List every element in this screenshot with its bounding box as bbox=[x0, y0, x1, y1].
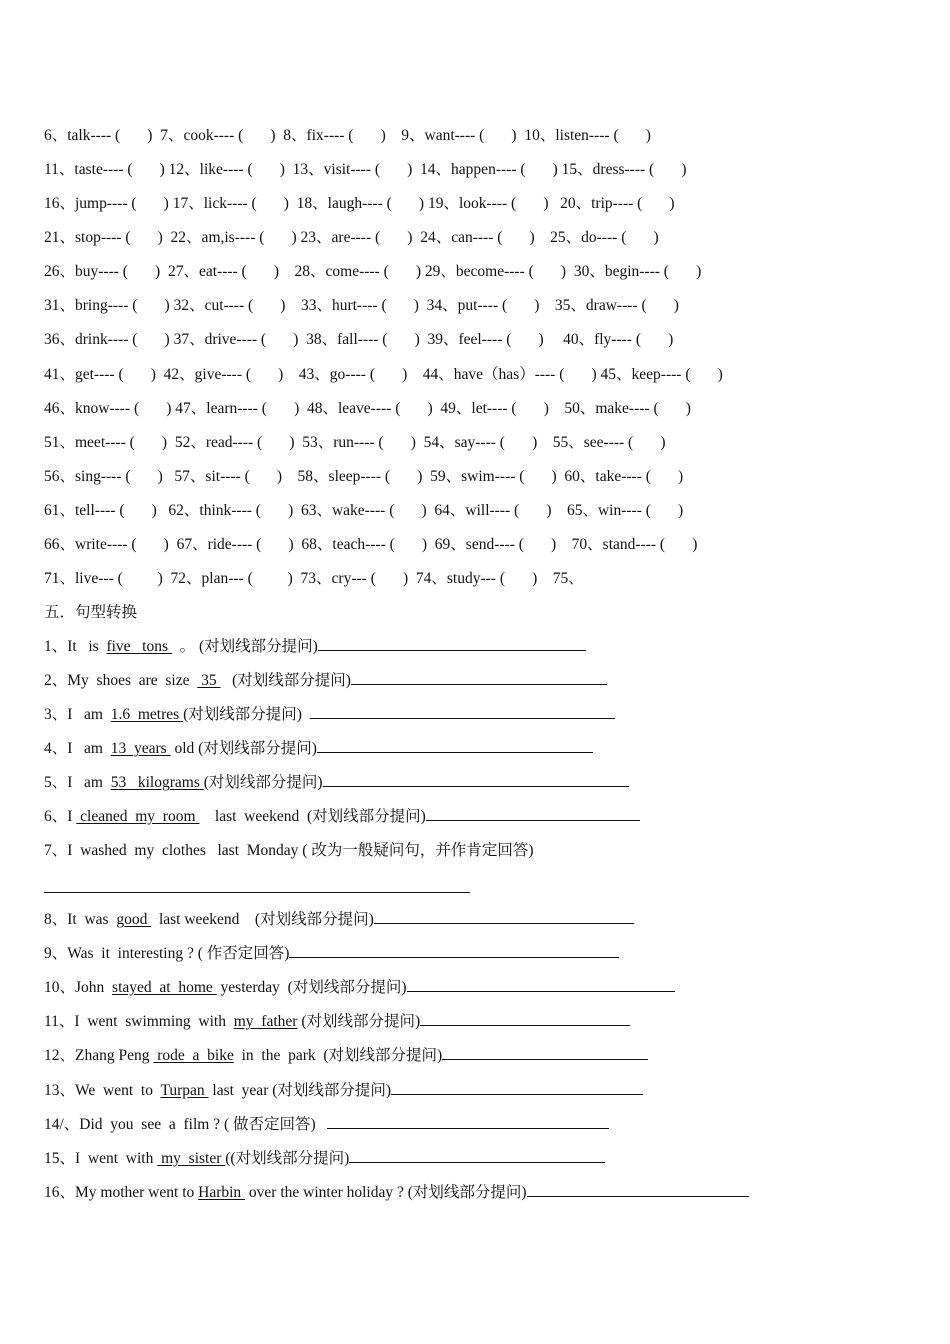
answer-blank-long[interactable] bbox=[44, 892, 470, 893]
verb-line-26-30: 26、buy---- ( ) 27、eat---- ( ) 28、come---- ( ) 29、become---- ( ) 30、begin---- ( ) bbox=[44, 263, 702, 280]
answer-blank[interactable] bbox=[420, 1011, 630, 1026]
verb-line-46-50: 46、know---- ( ) 47、learn---- ( ) 48、leave---- ( ) 49、let---- ( ) 50、make---- ( ) bbox=[44, 400, 691, 417]
sentence-11: 11、I went swimming with my father (对划线部分提问) bbox=[44, 1010, 630, 1034]
answer-blank[interactable] bbox=[318, 636, 586, 651]
answer-blank[interactable] bbox=[289, 943, 619, 958]
verb-line-31-35: 31、bring---- ( ) 32、cut---- ( ) 33、hurt---- ( ) 34、put---- ( ) 35、draw---- ( ) bbox=[44, 297, 679, 314]
answer-blank[interactable] bbox=[374, 909, 634, 924]
verb-line-71-75: 71、live--- ( ) 72、plan--- ( ) 73、cry--- ( ) 74、study--- ( ) 75、 bbox=[44, 570, 584, 587]
verb-line-36-40: 36、drink---- ( ) 37、drive---- ( ) 38、fall---- ( ) 39、feel---- ( ) 40、fly---- ( ) bbox=[44, 331, 674, 348]
answer-blank[interactable] bbox=[407, 977, 675, 992]
verb-line-51-55: 51、meet---- ( ) 52、read---- ( ) 53、run---- ( ) 54、say---- ( ) 55、see---- ( ) bbox=[44, 434, 666, 451]
sentence-8: 8、It was good last weekend (对划线部分提问) bbox=[44, 908, 634, 932]
sentence-16: 16、My mother went to Harbin over the winter holiday ? (对划线部分提问) bbox=[44, 1181, 749, 1205]
verb-line-16-20: 16、jump---- ( ) 17、lick---- ( ) 18、laugh---- ( ) 19、look---- ( ) 20、trip---- ( ) bbox=[44, 195, 675, 212]
answer-blank[interactable] bbox=[391, 1080, 643, 1095]
sentence-1: 1、It is five tons 。 (对划线部分提问) bbox=[44, 635, 586, 659]
verb-line-21-25: 21、stop---- ( ) 22、am,is---- ( ) 23、are---- ( ) 24、can---- ( ) 25、do---- ( ) bbox=[44, 229, 659, 246]
sentence-13: 13、We went to Turpan last year (对划线部分提问) bbox=[44, 1079, 643, 1103]
answer-blank[interactable] bbox=[310, 704, 615, 719]
answer-blank[interactable] bbox=[327, 1114, 609, 1129]
sentence-4: 4、I am 13 years old (对划线部分提问) bbox=[44, 737, 593, 761]
verb-line-41-45: 41、get---- ( ) 42、give---- ( ) 43、go---- ( ) 44、have（has）---- ( ) 45、keep---- ( ) bbox=[44, 366, 723, 383]
sentence-12: 12、Zhang Peng rode a bike in the park (对划线部分提问) bbox=[44, 1044, 648, 1068]
sentence-14: 14/、Did you see a film ? ( 做否定回答) bbox=[44, 1113, 609, 1137]
verb-line-61-65: 61、tell---- ( ) 62、think---- ( ) 63、wake---- ( ) 64、will---- ( ) 65、win---- ( ) bbox=[44, 502, 684, 519]
sentence-9: 9、Was it interesting ? ( 作否定回答) bbox=[44, 942, 619, 966]
sentence-6: 6、I cleaned my room last weekend (对划线部分提问) bbox=[44, 805, 640, 829]
section-title: 五．句型转换 bbox=[44, 604, 138, 621]
sentence-15: 15、I went with my sister ((对划线部分提问) bbox=[44, 1147, 605, 1171]
verb-line-56-60: 56、sing---- ( ) 57、sit---- ( ) 58、sleep---- ( ) 59、swim---- ( ) 60、take---- ( ) bbox=[44, 468, 684, 485]
sentence-7: 7、I washed my clothes last Monday ( 改为一般疑问句，并作肯定回答) bbox=[44, 842, 534, 859]
answer-blank[interactable] bbox=[349, 1148, 605, 1163]
sentence-10: 10、John stayed at home yesterday (对划线部分提问) bbox=[44, 976, 675, 1000]
verb-line-66-70: 66、write---- ( ) 67、ride---- ( ) 68、teach---- ( ) 69、send---- ( ) 70、stand---- ( ) bbox=[44, 536, 698, 553]
answer-blank[interactable] bbox=[426, 806, 640, 821]
answer-blank[interactable] bbox=[323, 772, 629, 787]
sentence-5: 5、I am 53 kilograms (对划线部分提问) bbox=[44, 771, 629, 795]
answer-blank[interactable] bbox=[527, 1182, 749, 1197]
answer-blank[interactable] bbox=[351, 670, 607, 685]
sentence-3: 3、I am 1.6 metres (对划线部分提问) bbox=[44, 703, 615, 727]
verb-line-11-15: 11、taste---- ( ) 12、like---- ( ) 13、visit---- ( ) 14、happen---- ( ) 15、dress---- ( ) bbox=[44, 161, 687, 178]
sentence-2: 2、My shoes are size 35 (对划线部分提问) bbox=[44, 669, 607, 693]
verb-line-6-10: 6、talk---- ( ) 7、cook---- ( ) 8、fix---- ( ) 9、want---- ( ) 10、listen---- ( ) bbox=[44, 127, 651, 144]
answer-blank[interactable] bbox=[442, 1045, 648, 1060]
answer-blank[interactable] bbox=[317, 738, 593, 753]
